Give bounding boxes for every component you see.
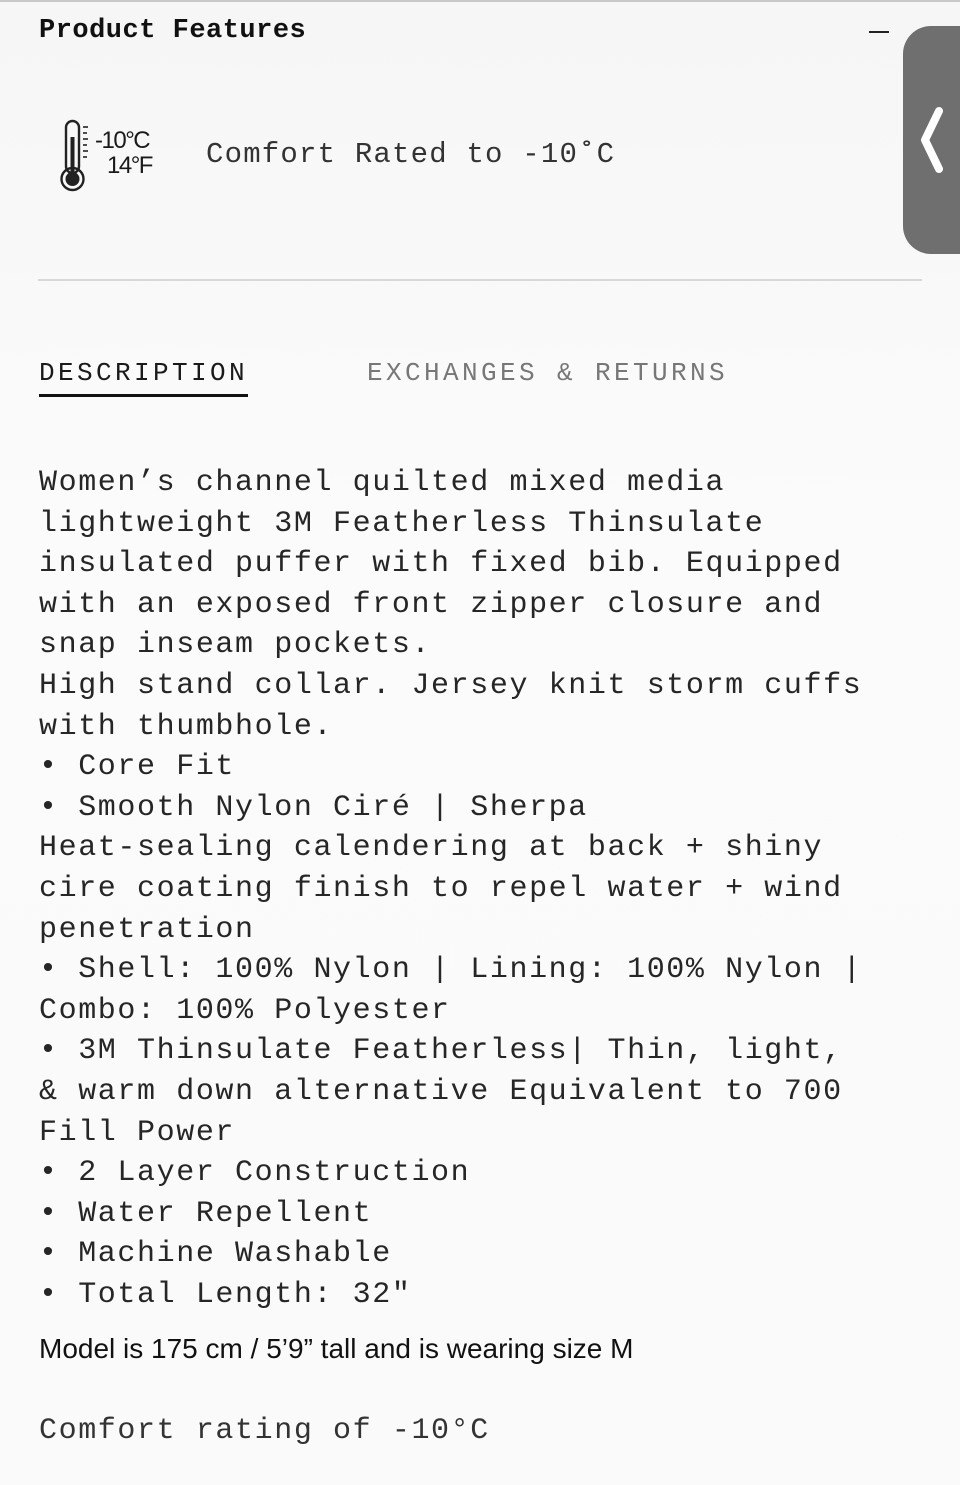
feature-label: Comfort Rated to -10˚C bbox=[206, 138, 616, 171]
model-size-note: Model is 175 cm / 5’9” tall and is wearing size M bbox=[39, 1333, 634, 1364]
description-line: Combo: 100% Polyester bbox=[39, 993, 451, 1028]
description-line: snap inseam pockets. bbox=[39, 628, 432, 663]
icon-temp-fahrenheit: 14°F bbox=[107, 152, 152, 179]
description-line: & warm down alternative Equivalent to 700 bbox=[39, 1074, 843, 1109]
description-line: • Machine Washable bbox=[39, 1237, 392, 1272]
tab-exchanges-returns[interactable]: EXCHANGES & RETURNS bbox=[367, 358, 729, 388]
thermometer-icon bbox=[57, 115, 169, 195]
icon-temp-celsius: -10°C bbox=[95, 127, 150, 154]
description-line: Women’s channel quilted mixed media bbox=[39, 466, 726, 500]
description-line: with thumbhole. bbox=[39, 709, 334, 744]
description-line: • Shell: 100% Nylon | Lining: 100% Nylon | bbox=[39, 953, 863, 988]
minus-icon bbox=[869, 31, 889, 33]
description-line: • Total Length: 32" bbox=[39, 1277, 412, 1312]
description-line: • 2 Layer Construction bbox=[39, 1156, 471, 1191]
description-line: Heat-sealing calendering at back + shiny bbox=[39, 831, 824, 866]
comfort-rating-note: Comfort rating of -10°C bbox=[39, 1414, 490, 1448]
description-line: insulated puffer with fixed bib. Equipped bbox=[39, 547, 843, 582]
description-line: High stand collar. Jersey knit storm cuffs bbox=[39, 668, 863, 703]
description-line: penetration bbox=[39, 912, 255, 947]
side-panel-tab[interactable] bbox=[903, 26, 960, 254]
tab-description[interactable]: DESCRIPTION bbox=[39, 358, 248, 397]
description-line: with an exposed front zipper closure and bbox=[39, 587, 824, 622]
description-line: • Core Fit bbox=[39, 750, 236, 785]
feature-comfort-rating bbox=[57, 115, 169, 195]
description-line: • Water Repellent bbox=[39, 1196, 373, 1231]
description-line: cire coating finish to repel water + wind bbox=[39, 871, 843, 906]
product-description bbox=[39, 463, 919, 1315]
description-line: • Smooth Nylon Ciré | Sherpa bbox=[39, 790, 588, 825]
divider bbox=[38, 279, 922, 281]
collapse-button[interactable] bbox=[862, 14, 896, 50]
description-line: Fill Power bbox=[39, 1115, 236, 1150]
description-line: • 3M Thinsulate Featherless| Thin, light, bbox=[39, 1034, 843, 1069]
top-border bbox=[0, 0, 960, 2]
description-line: lightweight 3M Featherless Thinsulate bbox=[39, 506, 765, 541]
chevron-left-icon bbox=[919, 105, 947, 175]
section-title: Product Features bbox=[39, 16, 307, 46]
